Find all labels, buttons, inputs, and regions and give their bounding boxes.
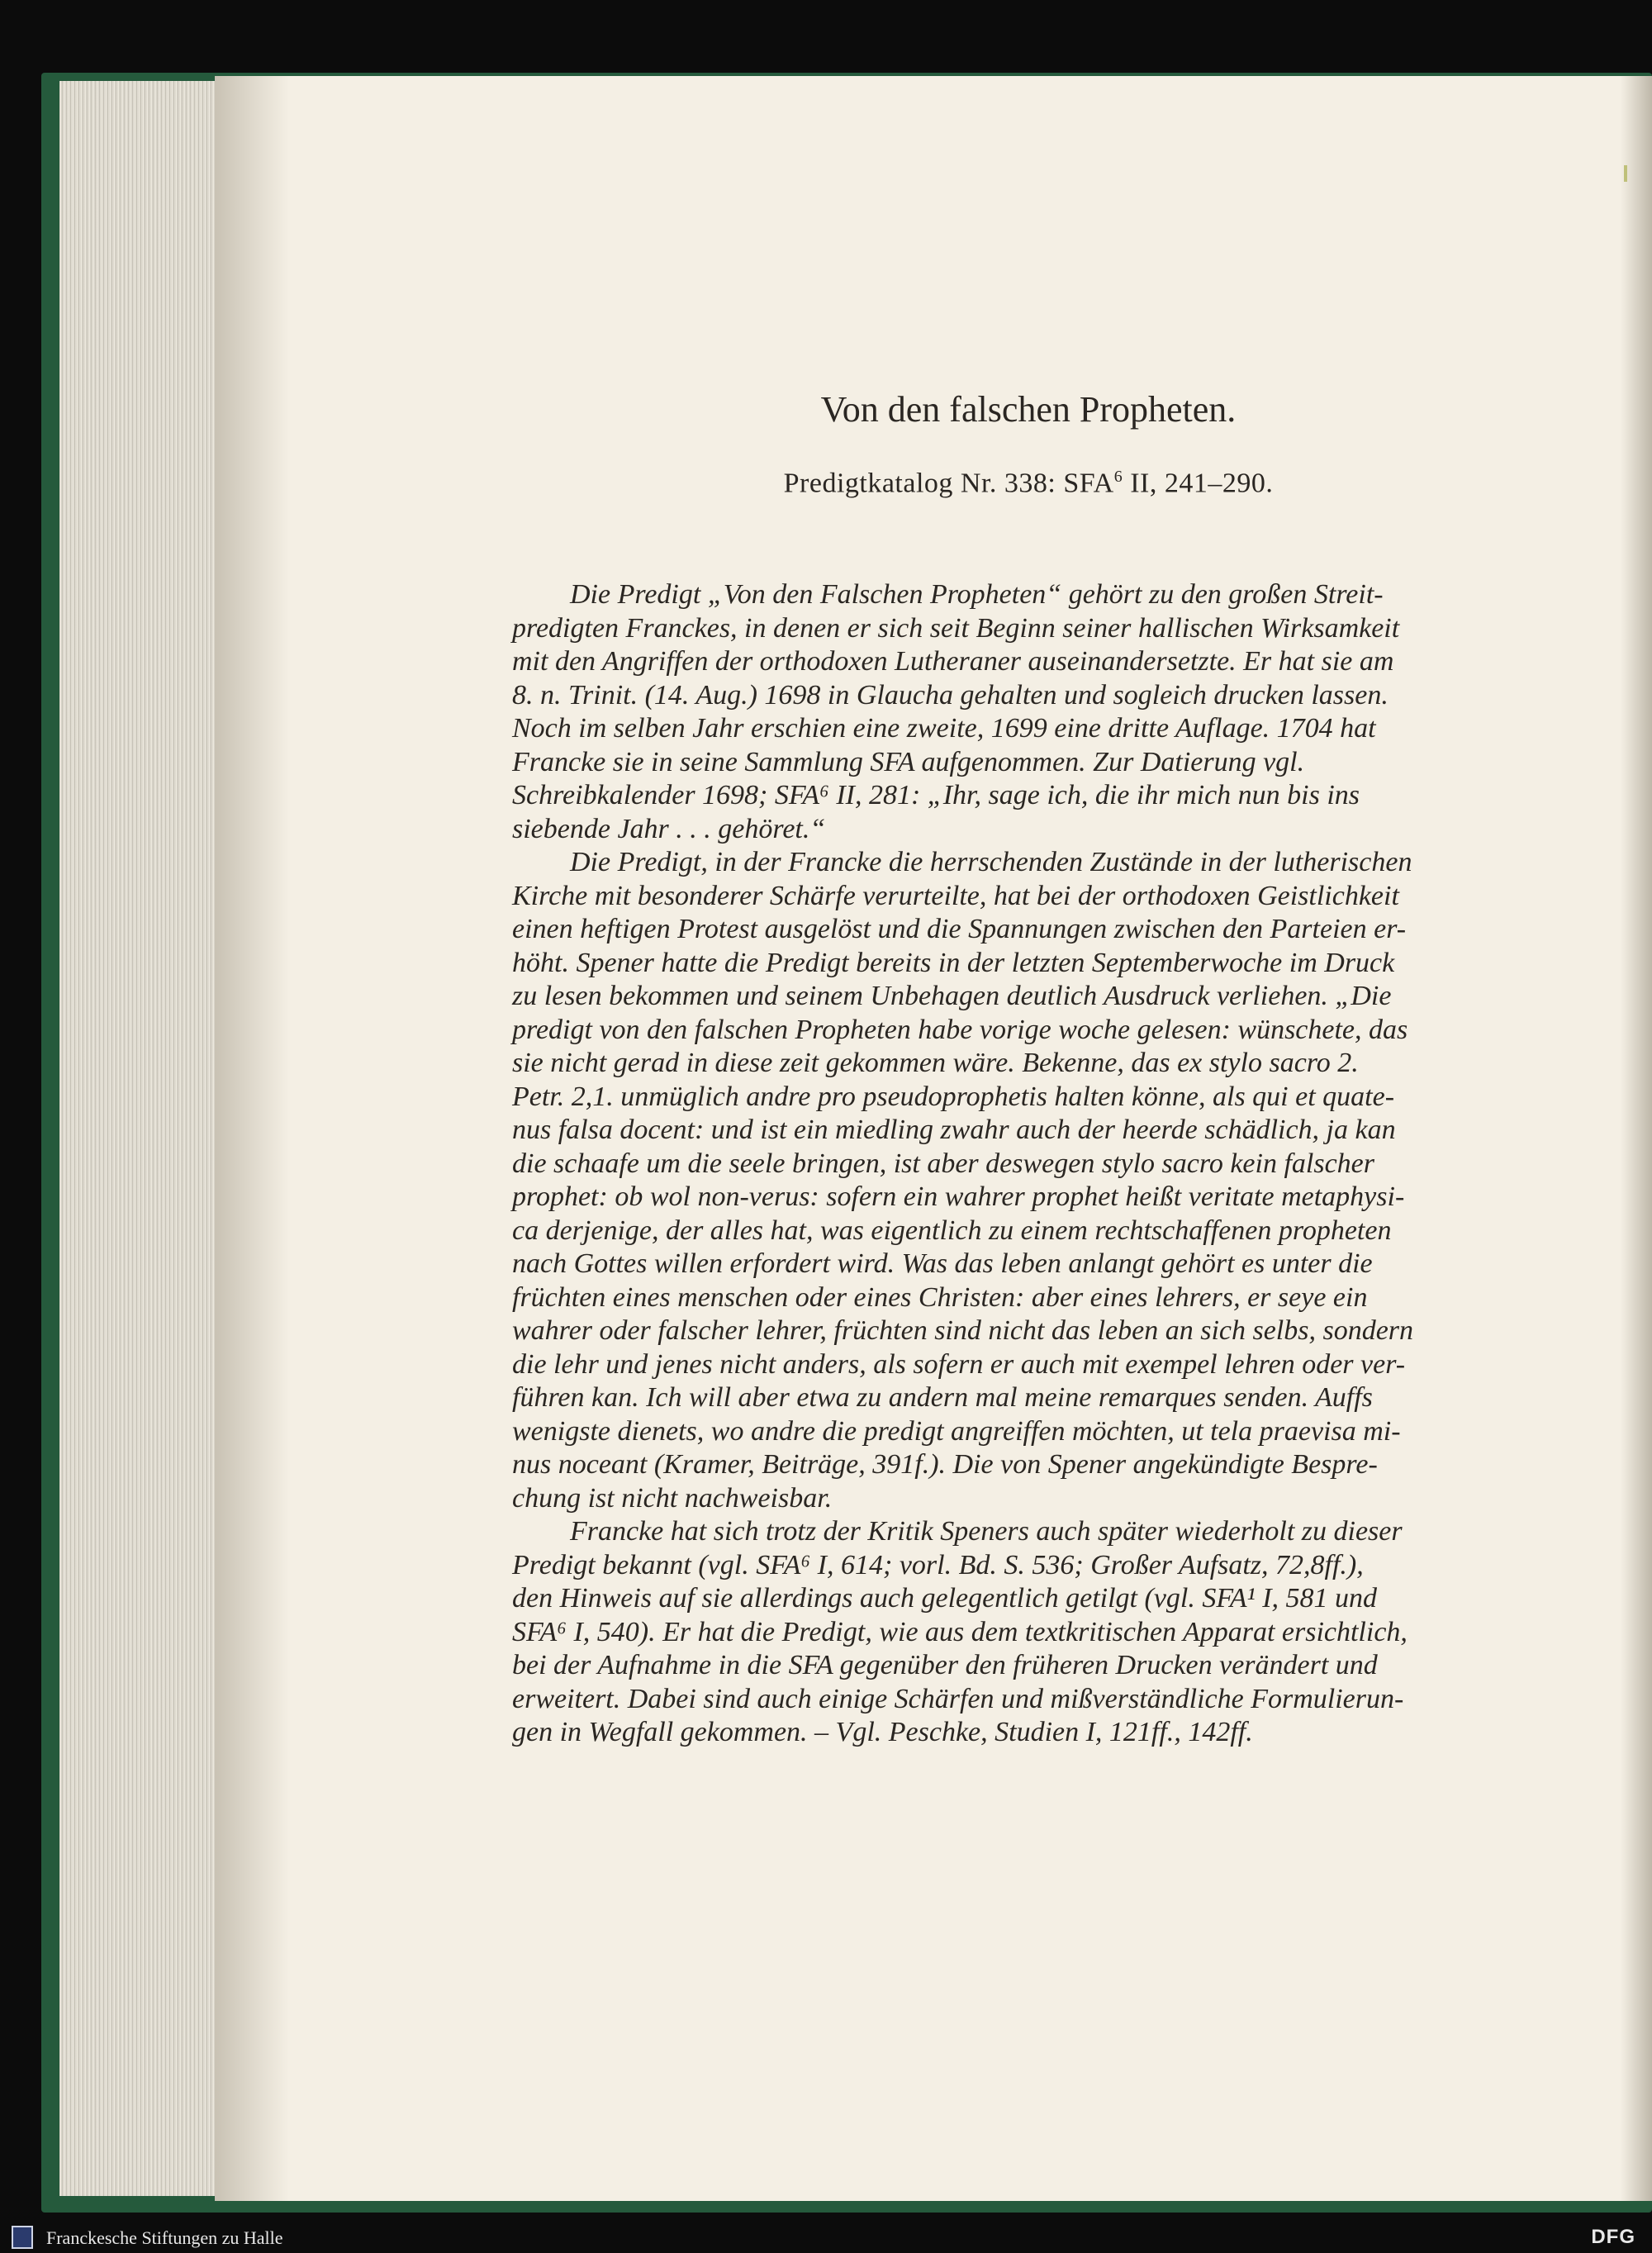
body-text: [512, 578, 1545, 1750]
text-line: Kirche mit besonderer Schärfe verurteilte, hat bei der orthodoxen Geistlichkeit: [512, 880, 1399, 911]
page-subtitle: [512, 468, 1545, 499]
text-line: nach Gottes willen erfordert wird. Was das leben anlangt gehört es unter die: [512, 1248, 1373, 1279]
page-edges: [59, 81, 225, 2196]
paragraph: [512, 1515, 1545, 1750]
text-line: ca derjenige, der alles hat, was eigentlich zu einem rechtschaffenen propheten: [512, 1214, 1392, 1246]
text-line: einen heftigen Protest ausgelöst und die Spannungen zwischen den Parteien er-: [512, 914, 1407, 944]
text-line: Francke hat sich trotz der Kritik Speners auch später wiederholt zu dieser: [570, 1516, 1403, 1547]
text-line: SFA⁶ I, 540). Er hat die Predigt, wie aus dem textkritischen Apparat ersichtlich,: [512, 1616, 1408, 1647]
subtitle-superscript: 6: [1113, 468, 1123, 486]
text-line: nus falsa docent: und ist ein miedling zwahr auch der heerde schädlich, ja kan: [512, 1115, 1396, 1145]
text-line: prophet: ob wol non-verus: sofern ein wahrer prophet heißt veritate metaphysi-: [512, 1181, 1405, 1212]
text-line: predigten Franckes, in denen er sich seit Beginn seiner hallischen Wirksamkeit: [512, 612, 1400, 644]
text-line: erweitert. Dabei sind auch einige Schärfen und mißverständliche Formulierun-: [512, 1683, 1404, 1714]
text-line: wenigste dienets, wo andre die predigt angreiffen möchten, ut tela praevisa mi-: [512, 1415, 1401, 1447]
bookmark-tab: [1624, 165, 1627, 182]
text-line: Predigt bekannt (vgl. SFA⁶ I, 614; vorl. Bd. S. 536; Großer Aufsatz, 72,8ff.),: [512, 1549, 1364, 1580]
subtitle-prefix: Predigtkatalog Nr. 338: SFA: [783, 468, 1114, 499]
text-line: Noch im selben Jahr erschien eine zweite, 1699 eine dritte Auflage. 1704 hat: [512, 713, 1376, 744]
text-line: nus noceant (Kramer, Beiträge, 391f.). Die von Spener angekündigte Bespre-: [512, 1449, 1378, 1480]
page-gutter-shadow: [215, 76, 289, 2201]
text-line: mit den Angriffen der orthodoxen Lutheraner auseinandersetzte. Er hat sie am: [512, 646, 1394, 677]
text-line: früchten eines menschen oder eines Christen: aber eines lehrers, er seye ein: [512, 1281, 1368, 1313]
text-line: 8. n. Trinit. (14. Aug.) 1698 in Glaucha gehalten und sogleich drucken lassen.: [512, 679, 1389, 711]
page-title: Von den falschen Propheten.: [820, 389, 1237, 430]
text-line: höht. Spener hatte die Predigt bereits in der letzten Septemberwoche im Druck: [512, 947, 1395, 978]
text-line: siebende Jahr . . . gehöret.“: [512, 813, 826, 844]
text-line: führen kan. Ich will aber etwa zu andern mal meine remarques senden. Auffs: [512, 1382, 1373, 1413]
text-line: Schreibkalender 1698; SFA⁶ II, 281: „Ihr, sage ich, die ihr mich nun bis ins: [512, 780, 1360, 810]
text-line: den Hinweis auf sie allerdings auch gelegentlich getilgt (vgl. SFA¹ I, 581 und: [512, 1583, 1378, 1614]
text-line: Die Predigt „Von den Falschen Propheten“ gehört zu den großen Streit-: [570, 579, 1384, 610]
text-line: Petr. 2,1. unmüglich andre pro pseudoprophetis halten könne, als qui et quate-: [512, 1081, 1395, 1112]
text-line: sie nicht gerad in diese zeit gekommen wäre. Bekenne, das ex stylo sacro 2.: [512, 1048, 1359, 1078]
text-line: gen in Wegfall gekommen. – Vgl. Peschke, Studien I, 121ff., 142ff.: [512, 1717, 1253, 1747]
text-line: Die Predigt, in der Francke die herrschenden Zustände in der lutherischen: [570, 847, 1412, 877]
page-right-edge: [1621, 76, 1652, 2201]
text-line: die schaafe um die seele bringen, ist aber deswegen stylo sacro kein falscher: [512, 1148, 1375, 1179]
paragraph: [512, 846, 1545, 1515]
text-line: zu lesen bekommen und seinem Unbehagen deutlich Ausdruck verliehen. „Die: [512, 981, 1392, 1011]
text-line: Francke sie in seine Sammlung SFA aufgenommen. Zur Datierung vgl.: [512, 746, 1305, 777]
text-line: die lehr und jenes nicht anders, als sofern er auch mit exempel lehren oder ver-: [512, 1348, 1406, 1380]
text-line: chung ist nicht nachweisbar.: [512, 1482, 833, 1514]
dfg-logo: DFG: [1591, 2226, 1635, 2248]
subtitle-suffix: II, 241–290.: [1123, 468, 1274, 499]
footer-institution: Franckesche Stiftungen zu Halle: [46, 2227, 283, 2248]
text-line: predigt von den falschen Propheten habe vorige woche gelesen: wünschete, das: [512, 1014, 1408, 1045]
paragraph: [512, 578, 1545, 846]
institution-logo-icon: [12, 2226, 33, 2249]
text-line: bei der Aufnahme in die SFA gegenüber den früheren Drucken verändert und: [512, 1650, 1378, 1680]
text-line: wahrer oder falscher lehrer, früchten sind nicht das leben an sich selbs, sondern: [512, 1315, 1414, 1346]
